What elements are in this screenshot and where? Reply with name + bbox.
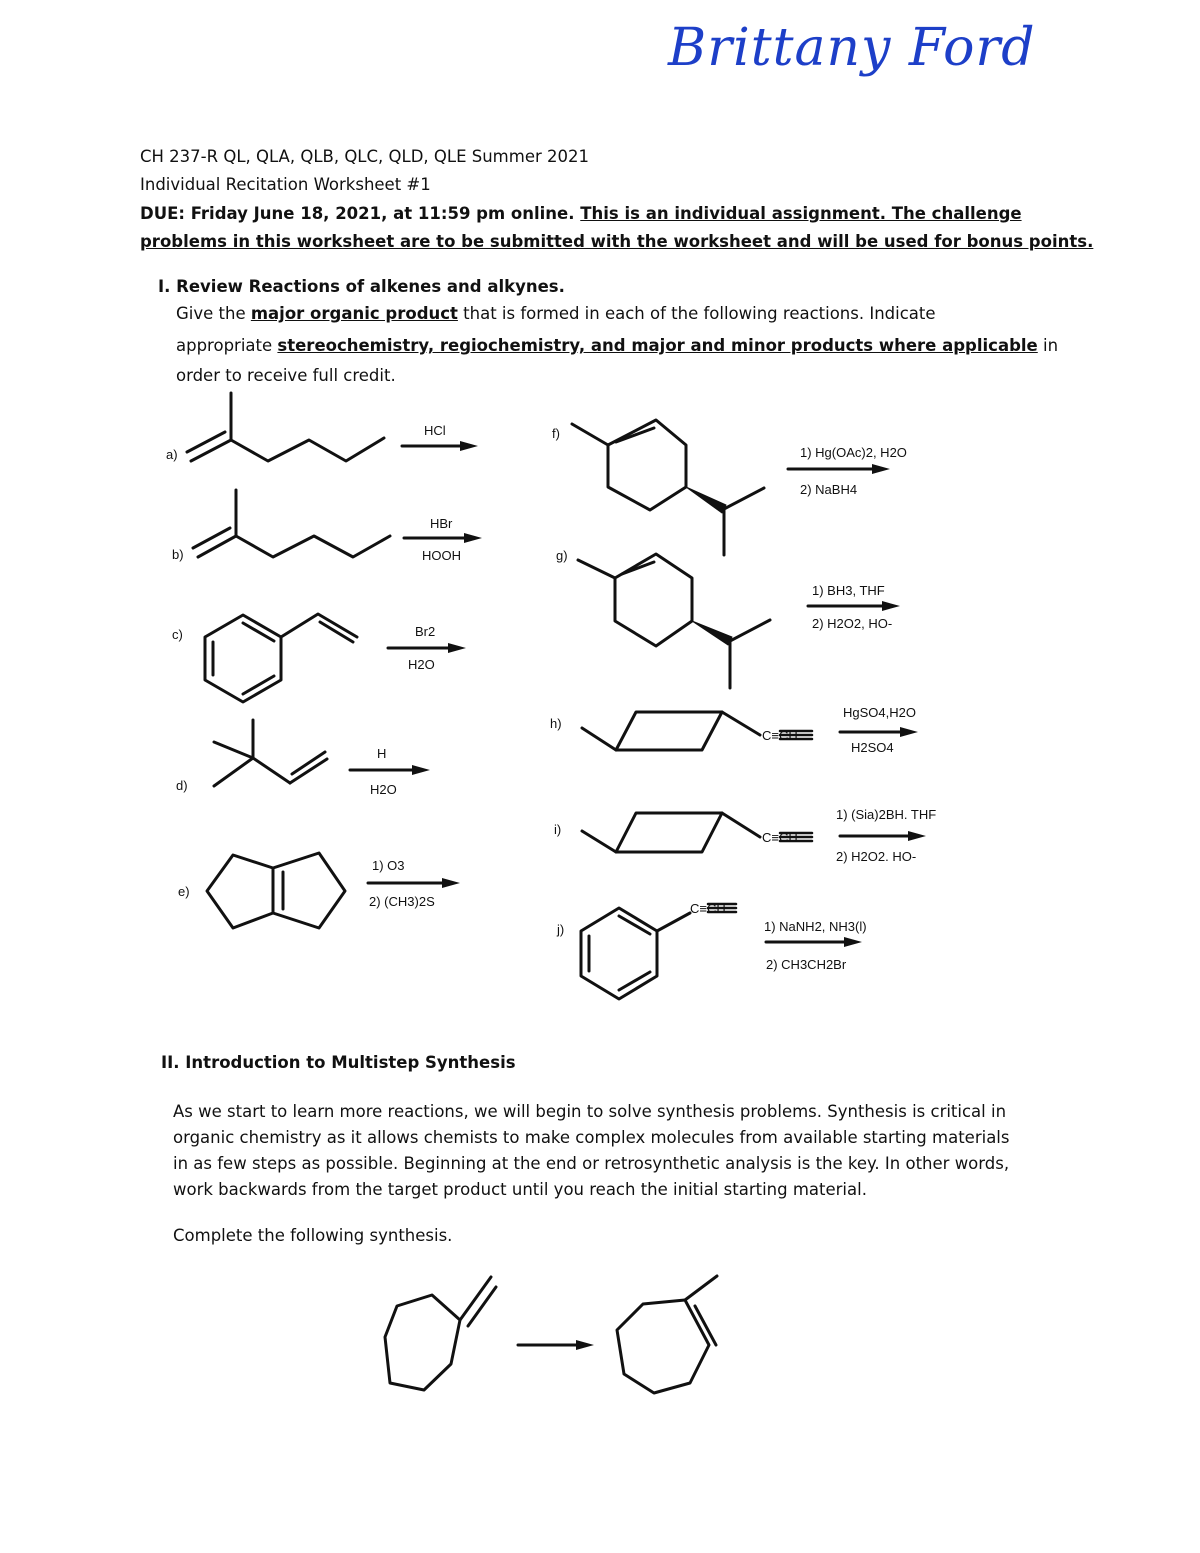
worksheet-title: Individual Recitation Worksheet #1: [140, 175, 431, 194]
synthesis-paragraph: [173, 1099, 1010, 1203]
reagent-c-below: H2O: [408, 657, 435, 672]
instructions-text: that is formed in each of the following reactions. Indicate: [457, 304, 936, 323]
label-h: h): [550, 716, 562, 731]
synthesis-start: [385, 1277, 496, 1390]
reagent-i-below: 2) H2O2. HO-: [836, 849, 917, 864]
section-1-title: I. Review Reactions of alkenes and alkynes.: [158, 277, 565, 296]
reagent-j-below: 2) CH3CH2Br: [766, 957, 847, 972]
reagent-f-below: 2) NaBH4: [800, 482, 858, 497]
reagent-i-above: 1) (Sia)2BH. THF: [836, 807, 937, 822]
label-f: f): [552, 426, 560, 441]
structure-c: [205, 614, 357, 702]
reagent-g-above: 1) BH3, THF: [812, 583, 885, 598]
assignment-note: This is an individual assignment. The challenge: [580, 204, 1022, 223]
arrow-f: [788, 464, 890, 474]
label-e: e): [178, 884, 190, 899]
synthesis-arrow: [518, 1340, 594, 1350]
reagent-d-below: H2O: [370, 782, 397, 797]
structure-f: [572, 420, 764, 555]
structure-e: [207, 853, 345, 928]
arrow-h: [840, 727, 918, 737]
due-date: DUE: Friday June 18, 2021, at 11:59 pm online.: [140, 204, 575, 223]
group-j: C≡CH: [690, 901, 726, 916]
synthesis-target: [617, 1276, 717, 1393]
reagent-h-below: H2SO4: [851, 740, 894, 755]
instructions-text: Give the: [176, 304, 251, 323]
label-j: j): [557, 922, 565, 937]
reagent-b-above: HBr: [430, 516, 453, 531]
label-a: a): [166, 447, 178, 462]
structure-b: [193, 490, 390, 557]
group-h: C≡CH: [762, 728, 798, 743]
instructions-line-3: order to receive full credit.: [176, 366, 396, 385]
label-c: c): [172, 627, 183, 642]
arrow-b: [404, 533, 482, 543]
paragraph-line: As we start to learn more reactions, we will begin to solve synthesis problems. Synthesis is critical in: [173, 1102, 1007, 1121]
reagent-a-above: HCl: [424, 423, 446, 438]
paragraph-line: organic chemistry as it allows chemists to make complex molecules from available starting materials: [173, 1128, 1010, 1147]
reagent-c-above: Br2: [415, 624, 436, 639]
paragraph-line: in as few steps as possible. Beginning at the end or retrosynthetic analysis is the key. In other words,: [173, 1154, 1010, 1173]
reagent-b-below: HOOH: [422, 548, 461, 563]
arrow-a: [402, 441, 478, 451]
arrow-c: [388, 643, 466, 653]
group-i: C≡CH: [762, 830, 798, 845]
instructions-text: appropriate: [176, 336, 278, 355]
instructions-emphasis: stereochemistry, regiochemistry, and major and minor products where applicable: [277, 336, 1038, 355]
arrow-d: [350, 765, 430, 775]
reagent-e-above: 1) O3: [372, 858, 405, 873]
handwritten-signature: Brittany Ford: [668, 18, 1036, 78]
arrow-g: [808, 601, 900, 611]
arrow-e: [368, 878, 460, 888]
label-i: i): [554, 822, 562, 837]
reagent-h-above: HgSO4,H2O: [843, 705, 916, 720]
paragraph-line: work backwards from the target product until you reach the initial starting material.: [173, 1180, 867, 1199]
label-b: b): [172, 547, 184, 562]
reagent-j-above: 1) NaNH2, NH3(l): [764, 919, 867, 934]
structure-j: [581, 904, 736, 999]
section-2-title: II. Introduction to Multistep Synthesis: [161, 1053, 516, 1072]
instructions-text: in: [1037, 336, 1059, 355]
structure-a: [187, 393, 384, 461]
arrow-i: [840, 831, 926, 841]
reagent-e-below: 2) (CH3)2S: [369, 894, 435, 909]
reagent-d-above: H: [377, 746, 387, 761]
arrow-j: [766, 937, 862, 947]
label-g: g): [556, 548, 568, 563]
instructions-emphasis: major organic product: [250, 304, 458, 323]
bonus-note: problems in this worksheet are to be submitted with the worksheet and will be used for bonus points.: [140, 232, 1094, 251]
synthesis-instruction: Complete the following synthesis.: [173, 1226, 453, 1245]
structure-g: [578, 554, 770, 688]
structure-d: [214, 720, 327, 786]
label-d: d): [176, 778, 188, 793]
reagent-g-below: 2) H2O2, HO-: [812, 616, 893, 631]
course-line: CH 237-R QL, QLA, QLB, QLC, QLD, QLE Summer 2021: [140, 147, 589, 166]
reagent-f-above: 1) Hg(OAc)2, H2O: [800, 445, 907, 460]
